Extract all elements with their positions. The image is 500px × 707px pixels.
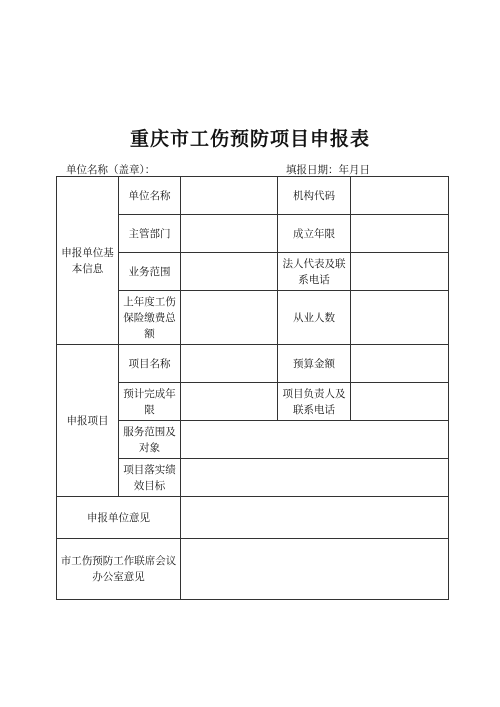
fill-date-label: 填报日期：年月日 [286,164,370,176]
legal-rep-phone-field[interactable] [351,253,449,291]
office-opinion-label: 市工伤预防工作联席会议办公室意见 [57,539,181,600]
performance-goal-field[interactable] [181,459,449,497]
budget-amount-label: 预算金额 [278,345,351,383]
business-scope-field[interactable] [181,253,278,291]
application-form-table [56,176,449,600]
applicant-opinion-field[interactable] [181,497,449,539]
legal-rep-phone-label: 法人代表及联系电话 [278,253,351,291]
supervising-dept-label: 主管部门 [119,215,181,253]
last-year-premium-field[interactable] [181,291,278,345]
years-established-label: 成立年限 [278,215,351,253]
service-scope-field[interactable] [181,421,449,459]
project-name-label: 项目名称 [119,345,181,383]
project-row [57,345,449,383]
opinion-row [57,497,449,539]
budget-amount-field[interactable] [351,345,449,383]
expected-completion-field[interactable] [181,383,278,421]
years-established-field[interactable] [351,215,449,253]
unit-name-field[interactable] [181,177,278,215]
unit-name-label: 单位名称 [119,177,181,215]
form-title: 重庆市工伤预防项目申报表 [129,128,370,150]
service-scope-label: 服务范围及对象 [119,421,181,459]
project-lead-phone-field[interactable] [351,383,449,421]
expected-completion-label: 预计完成年限 [119,383,181,421]
business-scope-label: 业务范围 [119,253,181,291]
unit-name-stamp-label: 单位名称（盖章）： [66,164,156,176]
last-year-premium-label: 上年度工伤保险缴费总额 [119,291,181,345]
org-code-field[interactable] [351,177,449,215]
performance-goal-label: 项目落实绩效目标 [119,459,181,497]
org-code-label: 机构代码 [278,177,351,215]
basic-info-row [57,177,449,215]
project-name-field[interactable] [181,345,278,383]
basic-info-section-label: 申报单位基本信息 [57,177,119,345]
project-lead-phone-label: 项目负责人及联系电话 [278,383,351,421]
opinion-row [57,539,449,600]
employee-count-label: 从业人数 [278,291,351,345]
office-opinion-field[interactable] [181,539,449,600]
supervising-dept-field[interactable] [181,215,278,253]
applicant-opinion-label: 申报单位意见 [57,497,181,539]
project-section-label: 申报项目 [57,345,119,497]
employee-count-field[interactable] [351,291,449,345]
